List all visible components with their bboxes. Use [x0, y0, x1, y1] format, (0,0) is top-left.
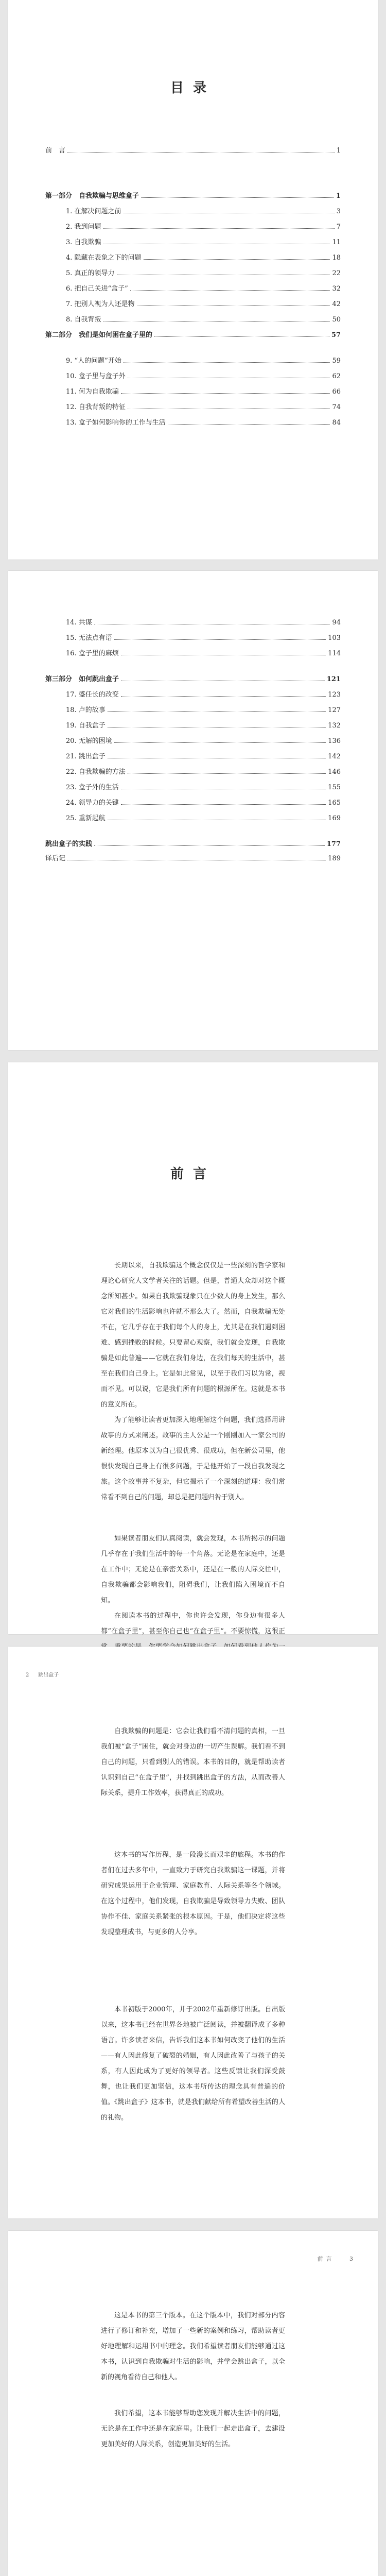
toc-leader-dots: [128, 408, 330, 409]
toc-leader-dots: [114, 639, 326, 640]
toc-page-number: 32: [332, 285, 341, 293]
toc-leader-dots: [124, 212, 335, 213]
toc-leader-dots: [124, 362, 330, 363]
toc-page-number: 11: [332, 239, 341, 246]
toc-entry-title: 5. 真正的领导力: [66, 269, 115, 277]
toc-entry-title: 6. 把自己关进“盒子”: [66, 285, 128, 293]
toc-entry-title: 21. 跳出盒子: [66, 753, 106, 760]
toc-page-number: 142: [328, 753, 341, 760]
toc-entry-title: 1. 在解决问题之前: [66, 208, 121, 215]
toc-entry-title: 24. 领导力的关键: [66, 799, 119, 807]
toc-entry-title: 第三部分 如何跳出盒子: [45, 675, 119, 683]
toc-entry-title: 22. 自我欺骗的方法: [66, 768, 126, 776]
preface-paragraph: 为了能够让读者更加深入地理解这个问题，我们选择用讲故事的方式来阐述。故事的主人公是一个刚刚加入一家公司的新经理。他原本以为自己很优秀、很成功，但在新公司里，他很快发现自己身上有很多问题，于是他开始了一段自我发现之旅。这个故事并不复杂，但它揭示了一个深刻的道理：我们常常看不到自己的问题，却总是把问题归咎于别人。: [101, 1416, 285, 1501]
toc-entry[interactable]: [66, 813, 341, 822]
preface-page-3: [8, 2231, 378, 2576]
toc-page-number: 3: [336, 208, 341, 215]
preface-paragraph: 自我欺骗的问题是：它会让我们看不清问题的真相，一旦我们被“盒子”困住，就会对身边的一切产生误解。我们看不到自己的问题，只看到别人的错误。本书的目的，就是帮助读者认识到自己“在盒子里”，并找到跳出盒子的方法，从而改善人际关系，提升工作效率，获得真正的成功。: [101, 1727, 285, 1797]
toc-entry-title: 9. “人的问题”开始: [66, 357, 121, 365]
toc-entry-title: 8. 自我背叛: [66, 316, 101, 324]
toc-entry[interactable]: [66, 767, 341, 776]
toc-page-number: 155: [328, 784, 341, 791]
preface-paragraph: 如果读者朋友们认真阅读，就会发现，本书所揭示的问题几乎存在于我们生活中的每一个角落。无论是在家庭中，还是在工作中；无论是在亲密关系中，还是在一般的人际交往中，自我欺骗都会影响我们，阻碍我们，让我们陷入困境而不自知。: [101, 1535, 285, 1604]
toc-entry-title: 11. 何为自我欺骗: [66, 388, 119, 396]
toc-entry[interactable]: [66, 314, 341, 324]
toc-entry-title: 16. 盒子里的麻烦: [66, 650, 119, 657]
toc-entry-title: 4. 隐藏在表象之下的问题: [66, 254, 142, 262]
toc-leader-dots: [121, 804, 326, 805]
toc-leader-dots: [130, 290, 330, 291]
toc-page-number: 132: [328, 722, 341, 730]
page-number: 2: [26, 1672, 29, 1678]
toc-entry[interactable]: [66, 633, 341, 642]
toc-leader-dots: [137, 305, 330, 306]
toc-part-heading[interactable]: [45, 839, 341, 848]
toc-leader-dots: [108, 726, 326, 727]
toc-entry[interactable]: [66, 371, 341, 380]
running-head: [26, 1670, 59, 1678]
toc-entry-title: 12. 自我背叛的特征: [66, 403, 126, 411]
toc-entry[interactable]: [66, 689, 341, 699]
toc-leader-dots: [121, 680, 325, 681]
toc-entry[interactable]: [66, 283, 341, 293]
preface-paragraph: 这本书的写作历程，是一段漫长而艰辛的旅程。本书的作者们在过去多年中，一直致力于研究自我欺骗这一课题，并将研究成果运用于企业管理、家庭教育、人际关系等各个领域。在这个过程中，他们发现，自我欺骗是导致领导力失败、团队协作不佳、家庭关系紧张的根本原因。于是，他们决定将这些发现整理成书，与更多的人分享。: [101, 1851, 285, 1936]
toc-leader-dots: [128, 773, 326, 774]
toc-page-2: [8, 571, 378, 1050]
toc-page-number: 62: [332, 372, 341, 380]
toc-page-number: 177: [326, 840, 341, 848]
toc-entry[interactable]: [66, 402, 341, 411]
toc-page-number: 42: [332, 300, 341, 308]
toc-leader-dots: [67, 151, 335, 152]
preface-paragraph: 在阅读本书的过程中，你也许会发现，你身边有很多人都“在盒子里”，甚至你自己也“在盒子里”。不要惊慌，这很正: [101, 1612, 285, 1635]
page-number: 3: [349, 2256, 356, 2262]
toc-entry-title: 第一部分 自我欺骗与思维盒子: [45, 192, 139, 200]
toc-entry[interactable]: [66, 268, 341, 277]
toc-page-number: 114: [328, 650, 341, 657]
toc-entry[interactable]: [66, 206, 341, 215]
preface-paragraph: 长期以来，自我欺骗这个概念仅仅是一些深刻的哲学家和理论心研究人文学者关注的话题。但是，普通大众却对这个概念所知甚少。如果自我欺骗现象只在少数人的身上发生，那么它对我们的生活影响也许就不那么大了。然而，自我欺骗无处不在，它几乎存在于我们每个人的身上，尤其是在我们遇到困难、感到挫败的时候。只要留心观察，我们就会发现，自我欺骗是如此普遍——它就在我们身边，在我们每天的生活中，甚至在我们自己身上。它是如此常见，以至于我们习以为常，视而不见。可以说，它是我们所有问题的根源所在。这就是本书的意义所在。: [101, 1262, 285, 1409]
running-head: [318, 2255, 357, 2263]
toc-page-number: 103: [328, 634, 341, 642]
toc-leader-dots: [103, 228, 335, 229]
toc-entry[interactable]: [66, 252, 341, 262]
toc-page-number: 50: [332, 316, 341, 324]
toc-leader-dots: [141, 197, 334, 198]
toc-entry-title: 2. 我到问题: [66, 223, 101, 231]
toc-page-1: [8, 0, 378, 560]
toc-leader-dots: [114, 742, 326, 743]
toc-page-number: 189: [328, 855, 341, 862]
toc-page-number: 18: [332, 254, 341, 262]
toc-entry[interactable]: [66, 705, 341, 714]
toc-entry-title: 译后记: [45, 855, 66, 862]
toc-entry-title: 18. 卢的故事: [66, 706, 106, 714]
toc-page-number: 7: [336, 223, 341, 231]
toc-leader-dots: [128, 377, 330, 378]
toc-leader-dots: [121, 654, 326, 655]
toc-entry-title: 20. 无解的困境: [66, 737, 112, 745]
toc-leader-dots: [154, 336, 329, 337]
toc-part-heading[interactable]: [45, 674, 341, 683]
toc-entry-title: 19. 自我盒子: [66, 722, 106, 730]
toc-entry[interactable]: [66, 355, 341, 365]
toc-page-number: 136: [328, 737, 341, 745]
toc-page-number: 22: [332, 269, 341, 277]
toc-entry-title: 17. 盛任长的改变: [66, 691, 119, 699]
preface-page-2: [8, 1647, 378, 2218]
toc-entry-title: 第二部分 我们是如何困在盒子里的: [45, 331, 153, 339]
running-head-title: 前言: [317, 2256, 335, 2262]
toc-entry[interactable]: [45, 853, 341, 862]
toc-entry[interactable]: [66, 736, 341, 745]
toc-entry[interactable]: [66, 720, 341, 730]
toc-page-number: 66: [332, 388, 341, 396]
toc-leader-dots: [121, 696, 326, 697]
toc-entry-title: 跳出盒子的实践: [45, 840, 93, 848]
toc-leader-dots: [94, 845, 325, 846]
toc-entry[interactable]: [66, 386, 341, 396]
toc-leader-dots: [108, 819, 326, 820]
toc-leader-dots: [108, 757, 326, 758]
toc-entry-title: 23. 盒子外的生活: [66, 784, 119, 791]
toc-title: 目录: [170, 80, 216, 96]
toc-entry[interactable]: [66, 751, 341, 760]
toc-page-number: 1: [336, 147, 341, 155]
toc-entry[interactable]: [66, 648, 341, 657]
preface-paragraph: 我们希望，这本书能够帮助您发现并解决生活中的问题，无论是在工作中还是在家庭里。让我们一起走出盒子，去建设更加美好的人际关系，创造更加美好的生活。: [101, 2410, 285, 2448]
toc-part-heading[interactable]: [45, 330, 341, 339]
toc-leader-dots: [144, 259, 330, 260]
toc-entry-title: 7. 把别人视为人还是物: [66, 300, 135, 308]
toc-page-number: 127: [328, 706, 341, 714]
toc-page-number: 84: [332, 419, 341, 427]
toc-entry-title: 3. 自我欺骗: [66, 239, 101, 246]
toc-leader-dots: [103, 320, 330, 321]
toc-entry-title: 前 言: [45, 147, 66, 155]
preface-title: 前言: [170, 1166, 216, 1182]
toc-entry-title: 15. 无法点有语: [66, 634, 112, 642]
toc-page-number: 169: [328, 815, 341, 822]
preface-paragraph: 本书初版于2000年，并于2002年重新修订出版。自出版以来，这本书已经在世界各地被广泛阅读，并被翻译成了多种语言。许多读者来信，告诉我们这本书如何改变了他们的生活——有人因此修复了破裂的婚姻，有人因此改善了与孩子的关系，有人因此成为了更好的领导者。这些反馈让我们深受鼓舞，也让我们更加坚信，这本书所传达的理念具有普遍的价值。《跳出盒子》这本书，就是我们献给所有希望改善生活的人的礼物。: [101, 2006, 285, 2122]
toc-leader-dots: [108, 711, 326, 712]
toc-page-number: 59: [332, 357, 341, 365]
toc-entry-title: 13. 盒子如何影响你的工作与生活: [66, 419, 166, 427]
toc-leader-dots: [67, 859, 326, 860]
toc-leader-dots: [103, 243, 330, 244]
toc-entry-title: 10. 盒子里与盒子外: [66, 372, 126, 380]
toc-page-number: 74: [332, 403, 341, 411]
toc-leader-dots: [121, 393, 330, 394]
toc-entry[interactable]: [45, 145, 341, 155]
toc-entry[interactable]: [66, 237, 341, 246]
running-head-title: 跳出盒子: [38, 1672, 59, 1678]
toc-page-number: 146: [328, 768, 341, 776]
preface-page-1: [8, 1062, 378, 1634]
toc-page-number: 165: [328, 799, 341, 807]
toc-entry-title: 14. 共谋: [66, 619, 92, 626]
toc-page-number: 1: [336, 192, 341, 200]
toc-entry[interactable]: [66, 782, 341, 791]
toc-leader-dots: [94, 623, 330, 624]
toc-page-number: 57: [331, 331, 341, 339]
toc-page-number: 123: [328, 691, 341, 699]
toc-entry-title: 25. 重新起航: [66, 815, 106, 822]
toc-leader-dots: [168, 423, 330, 425]
toc-page-number: 94: [332, 619, 341, 626]
toc-entry[interactable]: [66, 222, 341, 231]
toc-leader-dots: [121, 788, 326, 789]
toc-leader-dots: [117, 274, 330, 275]
toc-entry[interactable]: [66, 417, 341, 427]
toc-entry[interactable]: [66, 299, 341, 308]
toc-part-heading[interactable]: [45, 191, 341, 200]
preface-paragraph: 这是本书的第三个版本。在这个版本中，我们对部分内容进行了修订和补充，增加了一些新的案例和练习，帮助读者更好地理解和运用书中的理念。我们希望读者朋友们能够通过这本书，认识到自我欺骗对生活的影响，并学会跳出盒子，以全新的视角看待自己和他人。: [101, 2312, 285, 2381]
toc-entry[interactable]: [66, 798, 341, 807]
toc-entry[interactable]: [66, 617, 341, 626]
toc-page-number: 121: [326, 675, 341, 683]
